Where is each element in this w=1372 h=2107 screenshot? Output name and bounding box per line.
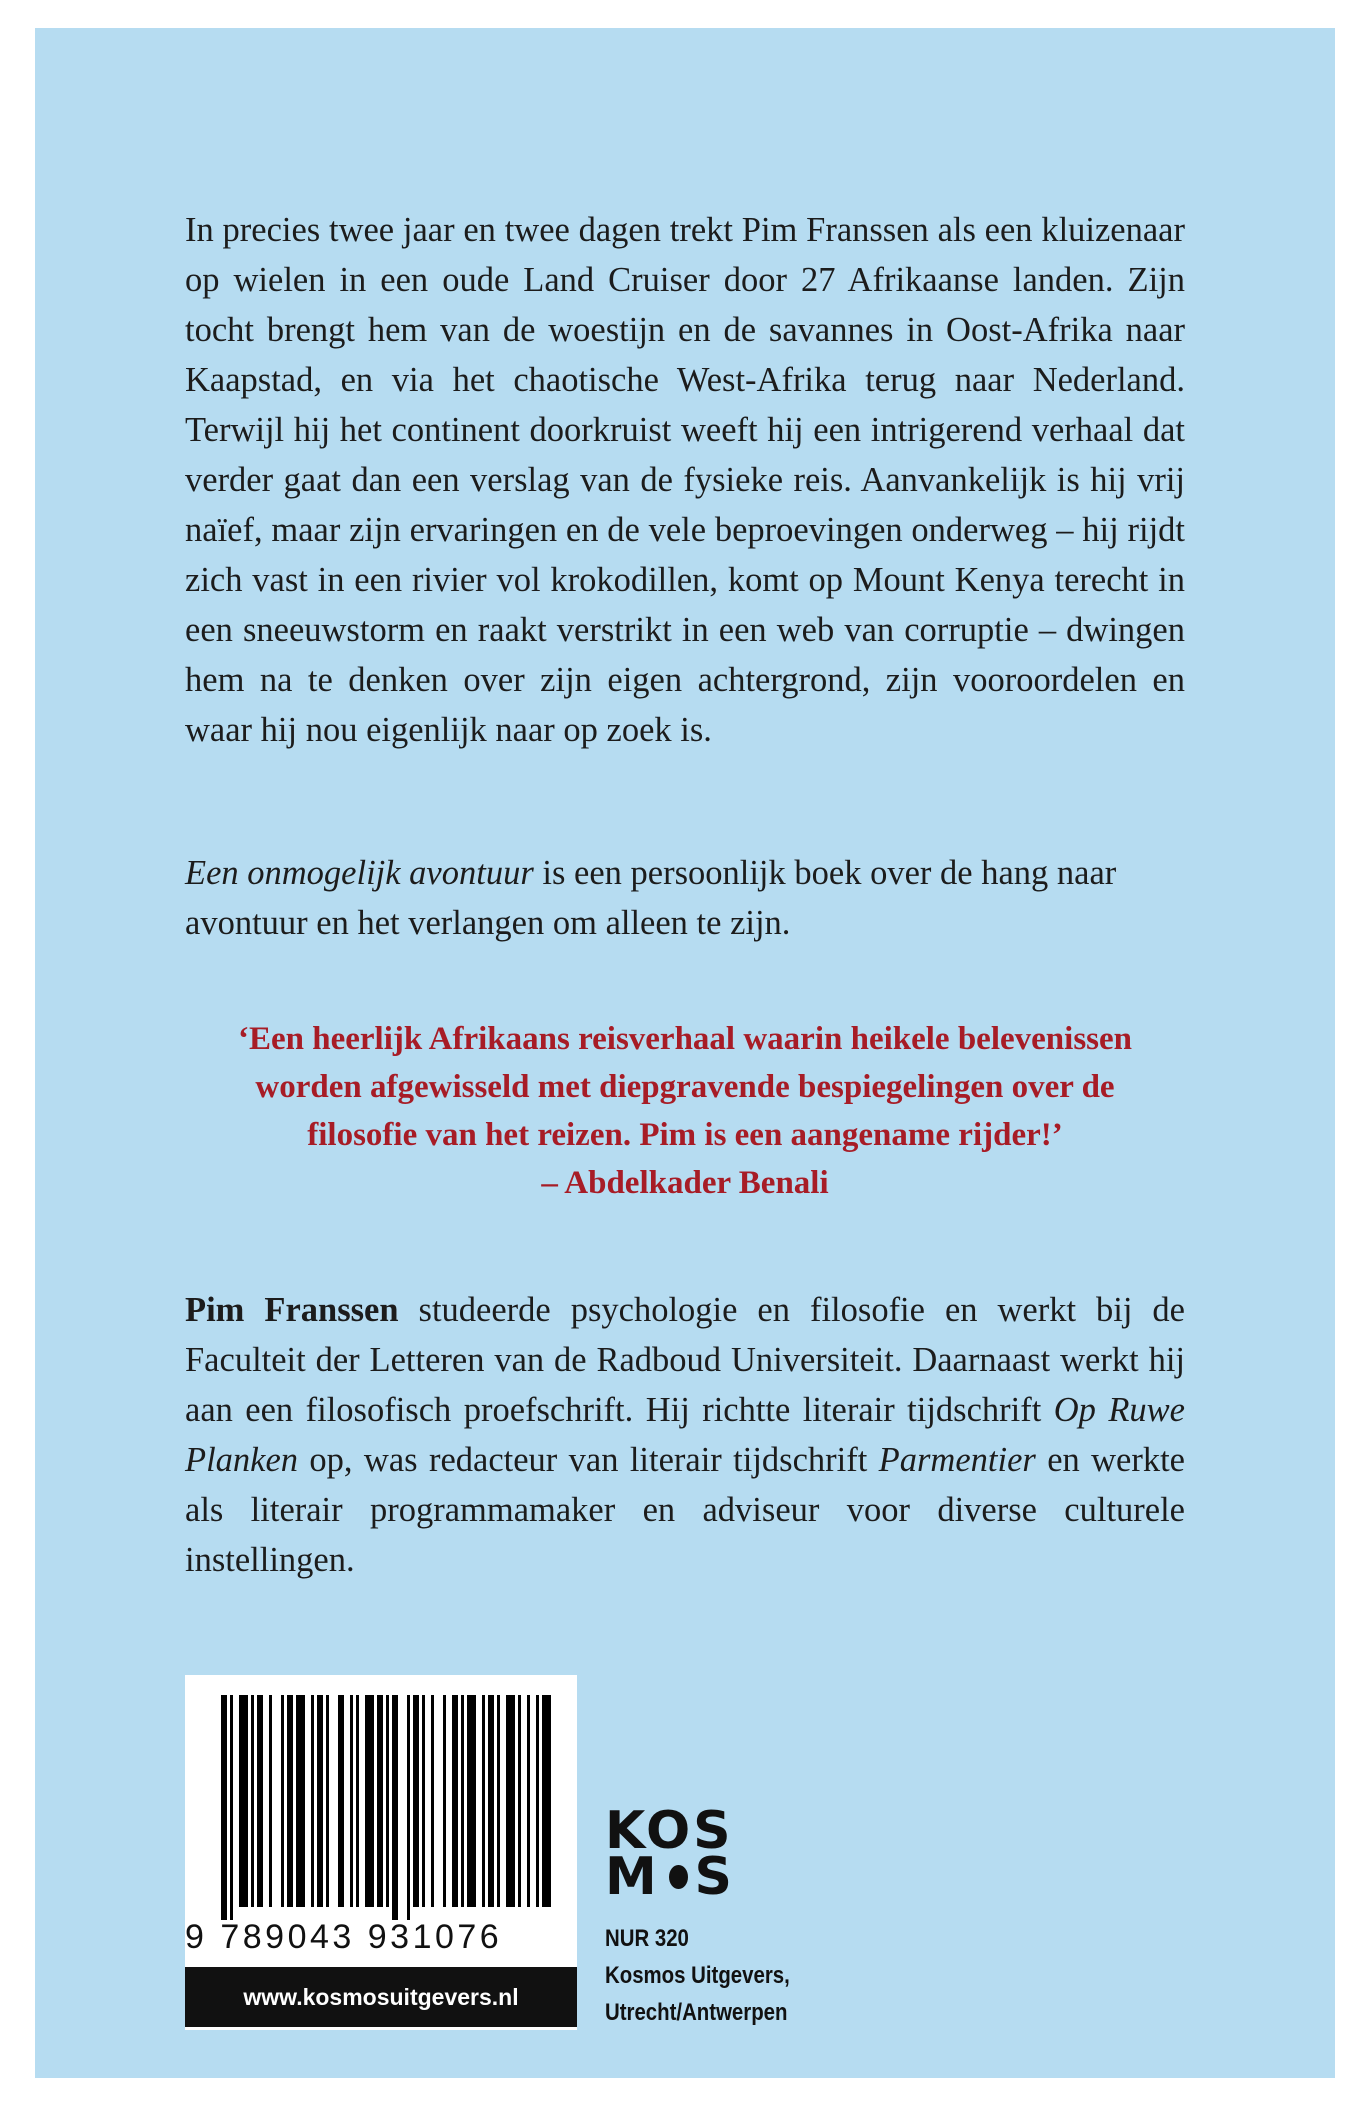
- barcode-bar: [506, 1695, 515, 1907]
- barcode-bar: [452, 1695, 458, 1907]
- barcode-bar: [377, 1695, 383, 1907]
- magazine-title: Op Ruwe Planken: [185, 1391, 1185, 1479]
- barcode-bar: [542, 1695, 551, 1907]
- barcode-bar: [356, 1695, 359, 1907]
- barcode-bar: [527, 1695, 530, 1907]
- quote-line: filosofie van het reizen. Pim is een aangename rijder!’: [307, 1117, 1063, 1153]
- barcode: [185, 1675, 577, 1920]
- tagline-text: is een persoonlijk boek over de hang naar avontuur en het verlangen om alleen te zijn.: [185, 854, 1117, 942]
- barcode-bar: [407, 1695, 410, 1920]
- barcode-bar: [338, 1695, 344, 1907]
- tagline-paragraph: [185, 848, 1185, 948]
- barcode-bar: [230, 1695, 233, 1920]
- isbn-number: 9 789043 931076: [185, 1918, 503, 1956]
- barcode-bar: [239, 1695, 248, 1907]
- kosmos-logo: [605, 1801, 735, 1907]
- barcode-bar: [287, 1695, 293, 1907]
- publisher-name: Kosmos Uitgevers,: [605, 1962, 790, 1989]
- barcode-bar: [422, 1695, 425, 1907]
- barcode-bar: [326, 1695, 329, 1907]
- barcode-bar: [431, 1695, 434, 1907]
- author-bio: [185, 1285, 1185, 1585]
- publisher-url: www.kosmosuitgevers.nl: [185, 1967, 577, 2027]
- barcode-bar: [518, 1695, 521, 1907]
- review-quote: [185, 1015, 1185, 1207]
- barcode-bar: [296, 1695, 305, 1907]
- logo-dot-icon: [669, 1865, 688, 1889]
- barcode-block: [185, 1675, 577, 2030]
- barcode-bar: [443, 1695, 446, 1907]
- barcode-bar: [497, 1695, 500, 1907]
- blurb-text: In precies twee jaar en twee dagen trekt Pim Franssen als een kluizenaar op wielen in een oude Land Cruiser door 27 Afrikaanse landen. Zijn tocht brengt hem van de woestijn en de savannes in Oost-Afrika naar Kaapstad, en via het chaotische West-Afrika terug naar Nederland. Terwijl hij het continent doorkruist weeft hij een intrigerend verhaal dat verder gaat dan een verslag van de fysieke reis. Aanvankelijk is hij vrij naïef, maar zijn ervaringen en de vele beproevingen onderweg – hij rijdt zich vast in een rivier vol krokodillen, komt op Mount Kenya terecht in een sneeuwstorm en raakt verstrikt in een web van corruptie – dwingen hem na te denken over zijn eigen achtergrond, zijn vooroordelen en waar hij nou eigenlijk naar op zoek is.: [185, 211, 1185, 749]
- barcode-bar: [257, 1695, 263, 1907]
- logo-text: KOS: [605, 1801, 734, 1861]
- barcode-bar: [488, 1695, 494, 1907]
- barcode-bar: [536, 1695, 539, 1907]
- quote-attribution: – Abdelkader Benali: [541, 1165, 829, 1201]
- blurb-paragraph: [185, 205, 1185, 755]
- barcode-bar: [311, 1695, 314, 1907]
- logo-text: S: [694, 1847, 735, 1907]
- barcode-bar: [317, 1695, 323, 1907]
- author-name: Pim Franssen: [185, 1291, 399, 1329]
- book-title: Een onmogelijk avontuur: [185, 854, 534, 892]
- nur-code: NUR 320: [605, 1925, 689, 1952]
- bio-text: en werkte als literair programmamaker en adviseur voor diverse culturele instellingen.: [185, 1441, 1185, 1579]
- barcode-bar: [251, 1695, 254, 1907]
- barcode-bar: [269, 1695, 272, 1907]
- barcode-bar: [350, 1695, 353, 1907]
- barcode-bar: [467, 1695, 476, 1907]
- magazine-title: Parmentier: [878, 1441, 1036, 1479]
- barcode-bar: [386, 1695, 389, 1907]
- publisher-info: [605, 1920, 822, 2031]
- bio-text: studeerde psychologie en filosofie en werkt bij de Faculteit der Letteren van de Radboud Universiteit. Daarnaast werkt hij aan een filosofisch proefschrift. Hij richtte literair tijdschrift: [185, 1291, 1185, 1429]
- barcode-bar: [281, 1695, 284, 1907]
- barcode-bar: [413, 1695, 419, 1907]
- logo-text: M: [605, 1847, 660, 1907]
- bio-text: op, was redacteur van literair tijdschrift: [298, 1441, 879, 1479]
- publisher-location: Utrecht/Antwerpen: [605, 1999, 788, 2026]
- barcode-bar: [482, 1695, 485, 1907]
- barcode-bar: [365, 1695, 374, 1907]
- quote-line: worden afgewisseld met diepgravende bespiegelingen over de: [255, 1069, 1115, 1105]
- quote-line: ‘Een heerlijk Afrikaans reisverhaal waarin heikele belevenissen: [237, 1021, 1132, 1057]
- barcode-bar: [461, 1695, 464, 1907]
- barcode-bar: [392, 1695, 398, 1920]
- barcode-bar: [221, 1695, 227, 1920]
